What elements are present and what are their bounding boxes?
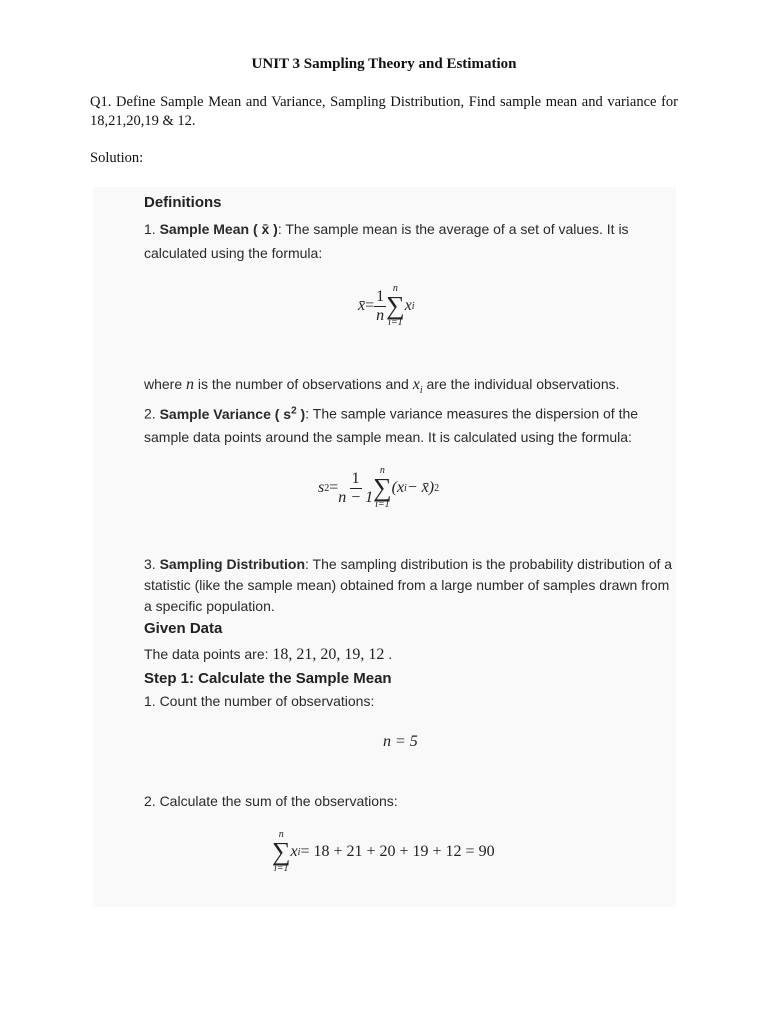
item2-text1: : The sample variance measures the dispersion of the: [305, 405, 639, 422]
sample-mean-definition-line2: calculated using the formula:: [144, 245, 323, 261]
given-text: The data points are:: [144, 646, 273, 662]
given-data-line: [144, 646, 392, 664]
sigma-icon-3: ∑: [272, 837, 291, 866]
deviation-square: 2: [434, 482, 440, 494]
xbar-symbol: x̄: [358, 297, 366, 314]
variance-term-text: Sample Variance ( s: [159, 405, 292, 422]
one-over-n-fraction: [374, 288, 386, 325]
item3-text1: : The sampling distribution is the probability distribution of a: [305, 556, 673, 572]
x-variable: x: [404, 297, 412, 314]
sigma-icon-2: ∑: [373, 473, 392, 502]
solution-label: Solution:: [90, 150, 144, 166]
s-squared-sup: 2: [324, 482, 330, 494]
count-observations-text: 1. Count the number of observations:: [144, 693, 375, 709]
sampling-distribution-term: Sampling Distribution: [159, 556, 306, 572]
sample-variance-formula: [318, 466, 439, 510]
sum-observations-text: 2. Calculate the sum of the observations:: [144, 793, 398, 809]
fraction-numerator: 1: [376, 287, 385, 305]
sample-mean-definition-line1: [144, 221, 629, 237]
xi-symbol: x: [412, 376, 420, 393]
where-text-a: where: [144, 376, 187, 392]
summation-symbol-2: [373, 466, 392, 510]
page-title: UNIT 3 Sampling Theory and Estimation: [251, 56, 517, 72]
sampling-distribution-line3: a specific population.: [144, 598, 275, 614]
given-end: .: [384, 646, 393, 662]
sigma-icon: ∑: [386, 291, 405, 320]
sample-mean-formula: [358, 284, 415, 328]
given-data-heading: Given Data: [144, 620, 223, 637]
deviation-subscript: i: [404, 482, 407, 494]
fraction-denominator: n: [376, 306, 385, 324]
deviation-open: (x: [391, 479, 405, 496]
where-line: [144, 376, 620, 396]
where-text-c: are the individual observations.: [422, 376, 620, 392]
sampling-distribution-line2: statistic (like the sample mean) obtained from a large number of samples drawn from: [144, 577, 670, 593]
item2-prefix: 2.: [144, 405, 160, 422]
sum-lower-limit: i=1: [388, 317, 403, 328]
variance-term-end: ): [296, 405, 306, 422]
question-text: Q1. Define Sample Mean and Variance, Sampling Distribution, Find sample mean and variance for 18,21,20,19 & 12.: [90, 94, 678, 129]
sum-result: = 18 + 21 + 20 + 19 + 12 = 90: [300, 843, 495, 860]
one-over-n-minus-1-fraction: [338, 470, 373, 507]
equals-sign: =: [365, 297, 375, 314]
step1-heading: Step 1: Calculate the Sample Mean: [144, 670, 392, 687]
fraction2-denominator: n − 1: [338, 488, 374, 506]
summation-symbol: [386, 284, 405, 328]
item1-text1: : The sample mean is the average of a set of values. It is: [277, 221, 629, 237]
x-subscript: i: [411, 300, 415, 312]
sample-mean-term: Sample Mean ( x̄ ): [159, 221, 278, 237]
xi-subscript: i: [419, 384, 423, 396]
n-symbol: n: [186, 376, 195, 393]
sum2-upper-limit: n: [379, 465, 385, 476]
where-text-b: is the number of observations and: [194, 376, 413, 392]
sum-upper-limit: n: [392, 283, 398, 294]
sample-variance-definition-line1: [144, 405, 638, 422]
fraction2-numerator: 1: [351, 469, 360, 487]
sum-formula: [272, 830, 495, 874]
s-symbol: s: [318, 479, 325, 496]
definitions-heading: Definitions: [144, 194, 222, 211]
item3-prefix: 3.: [144, 556, 160, 572]
sum2-lower-limit: i=1: [375, 499, 390, 510]
equals-sign-2: =: [329, 479, 339, 496]
n-equals-formula: n = 5: [383, 733, 418, 750]
given-values: 18, 21, 20, 19, 12: [272, 646, 385, 663]
item1-prefix: 1.: [144, 221, 160, 237]
sum3-upper-limit: n: [278, 829, 284, 840]
sampling-distribution-line1: [144, 556, 672, 572]
sum-x-subscript: i: [297, 846, 301, 858]
sample-variance-definition-line2: sample data points around the sample mean. It is calculated using the formula:: [144, 429, 632, 445]
sum-x-variable: x: [290, 843, 298, 860]
variance-term-sup: 2: [291, 405, 297, 416]
summation-symbol-3: [272, 830, 291, 874]
deviation-mid: − x̄): [406, 479, 435, 496]
sum3-lower-limit: i=1: [274, 863, 289, 874]
sample-variance-term: [160, 406, 306, 422]
